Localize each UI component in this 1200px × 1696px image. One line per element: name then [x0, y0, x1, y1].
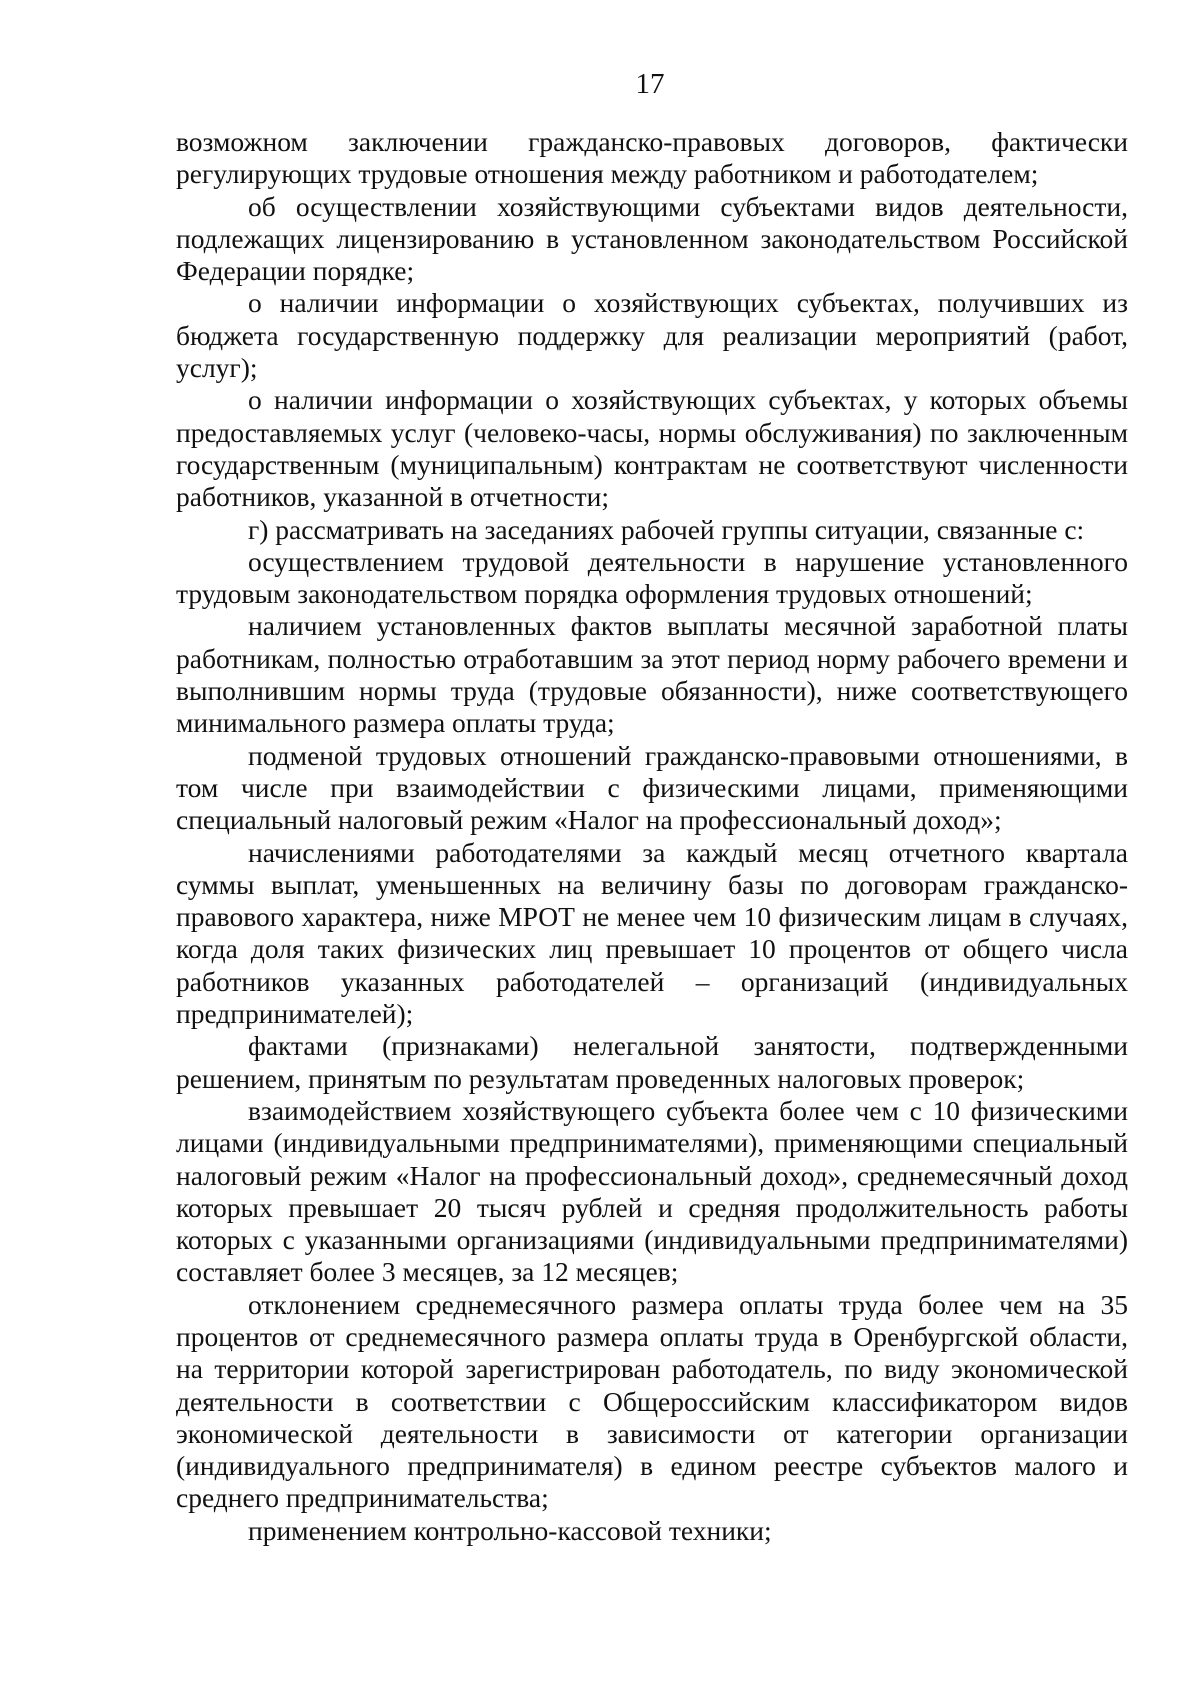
paragraph-illegal-employment: фактами (признаками) нелегальной занятости, подтвержденными решением, принятым по результатам проведенных налоговых проверок;	[176, 1030, 1128, 1094]
paragraph-cash-register: применением контрольно-кассовой техники;	[248, 1514, 772, 1546]
paragraph-accruals-below-mrot: начислениями работодателями за каждый месяц отчетного квартала суммы выплат, уменьшенных на величину базы по договорам гражданско-правового характера, ниже МРОТ не менее чем 10 физическим лицам в случаях, когда доля таких физических лиц превышает 10 процентов от общего числа работников указанных работодателей – организаций (индивидуальных предпринимателей);	[176, 836, 1128, 1030]
paragraph-labor-violation: осуществлением трудовой деятельности в нарушение установленного трудовым законодательством порядка оформления трудовых отношений;	[176, 545, 1128, 610]
paragraph-contract-substitution: подменой трудовых отношений гражданско-правовыми отношениями, в том числе при взаимодействии с физическими лицами, применяющими специальный налоговый режим «Налог на профессиональный доход»;	[176, 739, 1128, 836]
page-number: 17	[635, 68, 665, 100]
document-body	[176, 126, 1128, 1547]
paragraph-self-employed-interaction: взаимодействием хозяйствующего субъекта более чем с 10 физическими лицами (индивидуальными предпринимателями), применяющими специальный налоговый режим «Налог на профессиональный доход», среднемесячный доход которых превышает 20 тысяч рублей и средняя продолжительность работы которых с указанными организациями (индивидуальными предпринимателями) составляет более 3 месяцев, за 12 месяцев;	[176, 1094, 1128, 1288]
paragraph-licensing: об осуществлении хозяйствующими субъектами видов деятельности, подлежащих лицензированию в установленном законодательством Российской Федерации порядке;	[176, 190, 1128, 287]
paragraph-service-volumes: о наличии информации о хозяйствующих субъектах, у которых объемы предоставляемых услуг (человеко-часы, нормы обслуживания) по заключенным государственным (муниципальным) контрактам не соответствуют численности работников, указанной в отчетности;	[176, 384, 1128, 513]
paragraph-state-support: о наличии информации о хозяйствующих субъектах, получивших из бюджета государственную поддержку для реализации мероприятий (работ, услуг);	[176, 287, 1128, 384]
paragraph-wage-deviation: отклонением среднемесячного размера оплаты труда более чем на 35 процентов от среднемесячного размера оплаты труда в Оренбургской области, на территории которой зарегистрирован работодатель, по виду экономической деятельности в соответствии с Общероссийским классификатором видов экономической деятельности в зависимости от категории организации (индивидуального предпринимателя) в едином реестре субъектов малого и среднего предпринимательства;	[176, 1288, 1128, 1514]
paragraph-continuation: возможном заключении гражданско-правовых договоров, фактически регулирующих трудовые отношения между работником и работодателем;	[176, 126, 1128, 190]
paragraph-below-minimum-wage: наличием установленных фактов выплаты месячной заработной платы работникам, полностью отработавшим за этот период норму рабочего времени и выполнившим нормы труда (трудовые обязанности), ниже соответствующего минимального размера оплаты труда;	[176, 610, 1128, 739]
paragraph-item-g: г) рассматривать на заседаниях рабочей группы ситуации, связанные с:	[248, 513, 1085, 545]
